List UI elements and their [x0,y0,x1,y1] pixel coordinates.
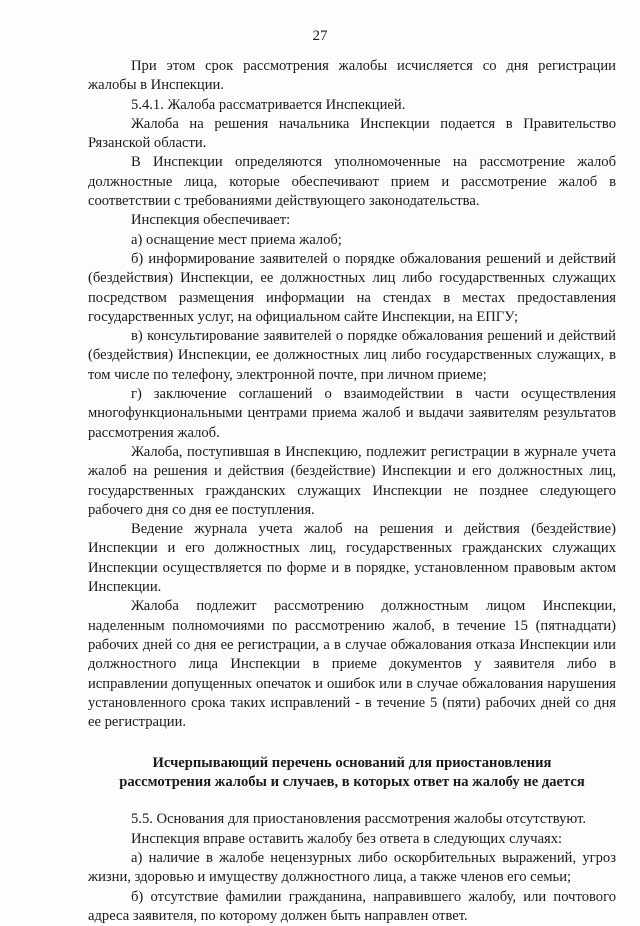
heading-line: рассмотрения жалобы и случаев, в которых ответ на жалобу не дается [119,774,585,791]
paragraph: 5.4.1. Жалоба рассматривается Инспекцией. [131,96,406,113]
list-item: в) консультирование заявителей о порядке обжалования решений и действий (бездействия) Инспекции, ее должностных лиц либо государственных служащих, в том числе по телефону, электронной почте, при личном приеме; [88,328,616,383]
paragraph: Жалоба подлежит рассмотрению должностным лицом Инспекции, наделенным полномочиями по рассмотрению жалоб, в течение 15 (пятнадцати) рабочих дней со дня ее регистрации, а в случае обжалования отказа Инспекции или должностного лица Инспекции в приеме документов у заявителя либо в исправлении допущенных опечаток и ошибок или в случае обжалования нарушения установленного срока таких исправлений - в течение 5 (пяти) рабочих дней со дня ее регистрации. [88,598,616,731]
paragraph: 5.5. Основания для приостановления рассмотрения жалобы отсутствуют. [131,811,587,828]
paragraph: В Инспекции определяются уполномоченные на рассмотрение жалоб должностные лица, которые обеспечивают прием и рассмотрение жалоб в соответствии с требованиями действующего законодательства. [88,154,616,210]
paragraph: Инспекция обеспечивает: [131,212,291,229]
list-item: г) заключение соглашений о взаимодействии в части осуществления многофункциональными центрами приема жалоб и выдачи заявителям результатов рассмотрения жалоб. [88,386,616,441]
list-item: б) информирование заявителей о порядке обжалования решений и действий (бездействия) Инспекции, ее должностных лиц либо государственных служащих посредством размещения информации на стендах в местах предоставления государственных услуг, на официальном сайте Инспекции, на ЕПГУ; [88,250,616,325]
paragraph: Ведение журнала учета жалоб на решения и действия (бездействие) Инспекции и его должностных лиц, государственных гражданских служащих Инспекции осуществляется по форме и в порядке, установленном правовым актом Инспекции. [88,521,616,596]
list-item: б) отсутствие фамилии гражданина, направившего жалобу, или почтового адреса заявителя, по которому должен быть направлен ответ. [88,888,616,924]
list-item: а) оснащение мест приема жалоб; [131,231,342,248]
section-heading [88,754,616,792]
paragraph: Жалоба, поступившая в Инспекцию, подлежит регистрации в журнале учета жалоб на решения и действия (бездействие) Инспекции и его должностных лиц, государственных гражданских служащих Инспекции не позднее следующего рабочего дня со дня ее поступления. [88,443,616,518]
document-body [88,57,616,926]
heading-line: Исчерпывающий перечень оснований для приостановления [152,755,552,772]
paragraph: При этом срок рассмотрения жалобы исчисляется со дня регистрации жалобы в Инспекции. [88,58,616,94]
paragraph: Жалоба на решения начальника Инспекции подается в Правительство Рязанской области. [88,115,616,152]
paragraph: Инспекция вправе оставить жалобу без ответа в следующих случаях: [131,830,563,847]
list-item: а) наличие в жалобе нецензурных либо оскорбительных выражений, угроз жизни, здоровью и имуществу должностного лица, а также членов его семьи; [88,849,616,886]
page-number: 27 [312,28,328,44]
